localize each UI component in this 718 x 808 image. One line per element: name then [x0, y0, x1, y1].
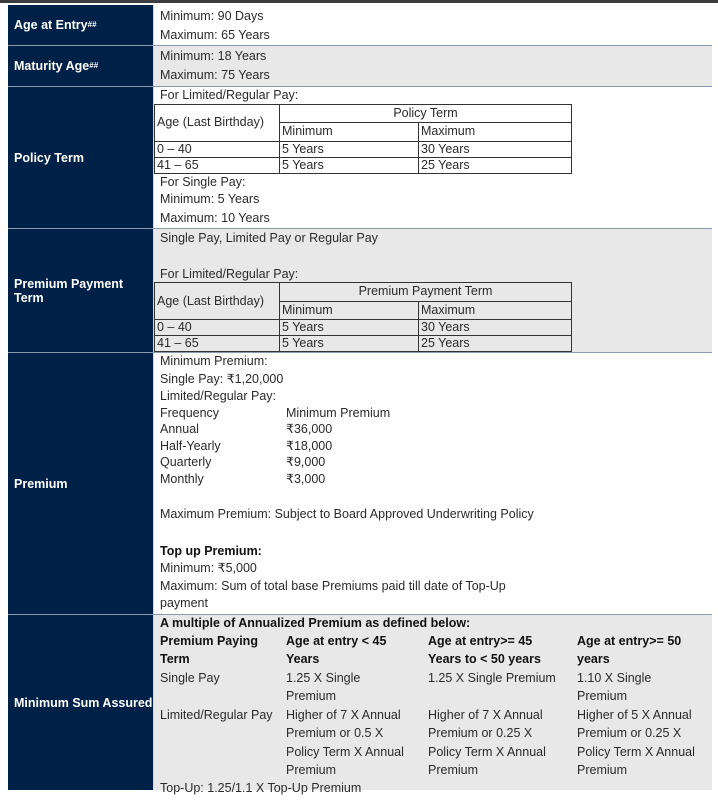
msa-cell: 1.25 X Single Premium: [428, 670, 556, 685]
age-header: Age (Last Birthday): [155, 283, 280, 320]
min-header: Minimum: [280, 123, 419, 142]
msa-grid: [160, 632, 712, 780]
row-policy-term: [8, 87, 712, 229]
msa-header: Age at entry>= 45 Years to < 50 years: [428, 633, 541, 666]
msa-header: Age at entry>= 50 years: [577, 633, 682, 666]
premium-payment-term-table: [154, 282, 572, 352]
topup-min: Minimum: ₹5,000: [160, 561, 257, 575]
topup-max-cont: payment: [160, 596, 208, 610]
topup-max: Maximum: Sum of total base Premiums paid till date of Top-Up: [160, 578, 506, 593]
max-header: Maximum: [419, 301, 572, 320]
row-value: [153, 229, 712, 352]
frequency-row: Half-Yearly ₹18,000: [160, 438, 333, 453]
table-row: 0 – 40 5 Years 30 Years: [155, 320, 572, 336]
limited-regular-intro: For Limited/Regular Pay:: [160, 88, 299, 102]
max-maturity-age: Maximum: 75 Years: [160, 67, 270, 82]
frequency-row: Monthly ₹3,000: [160, 471, 326, 486]
max-age: Maximum: 65 Years: [160, 27, 270, 42]
row-value: [153, 353, 712, 614]
msa-header: Age at entry < 45 Years: [286, 633, 387, 666]
limited-regular-intro: For Limited/Regular Pay:: [160, 266, 299, 281]
table-row: 41 – 65 5 Years 25 Years: [155, 157, 572, 173]
row-value: [153, 46, 712, 86]
row-maturity-age: [8, 46, 712, 87]
age-header: Age (Last Birthday): [155, 104, 280, 141]
row-premium-payment-term: [8, 229, 712, 353]
row-value: [153, 615, 712, 795]
msa-cell: 1.10 X Single Premium: [577, 670, 652, 703]
table-row: 0 – 40 5 Years 30 Years: [155, 141, 572, 157]
single-pay-intro: For Single Pay:: [160, 174, 246, 189]
msa-intro: A multiple of Annualized Premium as defined below:: [160, 616, 471, 630]
max-premium: Maximum Premium: Subject to Board Approved Underwriting Policy: [160, 507, 534, 521]
msa-term: Limited/Regular Pay: [160, 707, 273, 722]
min-maturity-age: Minimum: 18 Years: [160, 49, 267, 63]
row-premium: [8, 353, 712, 615]
group-header: Policy Term: [280, 104, 572, 123]
frequency-header: Frequency Minimum Premium: [160, 405, 391, 420]
table-row: 41 – 65 5 Years 25 Years: [155, 336, 572, 352]
single-pay-min-premium: Single Pay: ₹1,20,000: [160, 371, 284, 386]
min-header: Minimum: [280, 301, 419, 320]
limited-regular-title: Limited/Regular Pay:: [160, 389, 277, 403]
msa-topup: Top-Up: 1.25/1.1 X Top-Up Premium: [160, 780, 362, 795]
row-minimum-sum-assured: [8, 615, 712, 795]
topup-title: Top up Premium:: [160, 543, 262, 558]
group-header: Premium Payment Term: [280, 283, 572, 302]
max-header: Maximum: [419, 123, 572, 142]
row-value: [153, 5, 712, 45]
msa-cell: Higher of 5 X Annual Premium or 0.25 X Policy Term X Annual Premium: [577, 707, 695, 777]
msa-cell: Higher of 7 X Annual Premium or 0.5 X Policy Term X Annual Premium: [286, 707, 404, 777]
single-pay-max: Maximum: 10 Years: [160, 210, 270, 225]
row-label: Premium Payment Term: [8, 229, 153, 352]
policy-term-table: [154, 104, 572, 174]
top-bar: [0, 0, 718, 3]
row-label: Premium: [8, 353, 153, 614]
row-label: Age at Entry ##: [8, 5, 153, 45]
single-pay-min: Minimum: 5 Years: [160, 192, 260, 206]
msa-header: Premium Paying Term: [160, 633, 258, 666]
row-label: Maturity Age ##: [8, 46, 153, 86]
product-specification-table: [8, 5, 712, 795]
min-age: Minimum: 90 Days: [160, 9, 264, 23]
row-value: [153, 87, 712, 228]
frequency-row: Annual ₹36,000: [160, 422, 333, 436]
row-age-at-entry: [8, 5, 712, 46]
msa-term: Single Pay: [160, 670, 220, 685]
msa-cell: Higher of 7 X Annual Premium or 0.25 X Policy Term X Annual Premium: [428, 707, 546, 777]
min-premium-title: Minimum Premium:: [160, 354, 268, 368]
row-label: Policy Term: [8, 87, 153, 228]
msa-cell: 1.25 X Single Premium: [286, 670, 361, 703]
payment-options: Single Pay, Limited Pay or Regular Pay: [160, 231, 378, 245]
frequency-row: Quarterly ₹9,000: [160, 455, 326, 469]
row-label: Minimum Sum Assured: [8, 615, 153, 790]
